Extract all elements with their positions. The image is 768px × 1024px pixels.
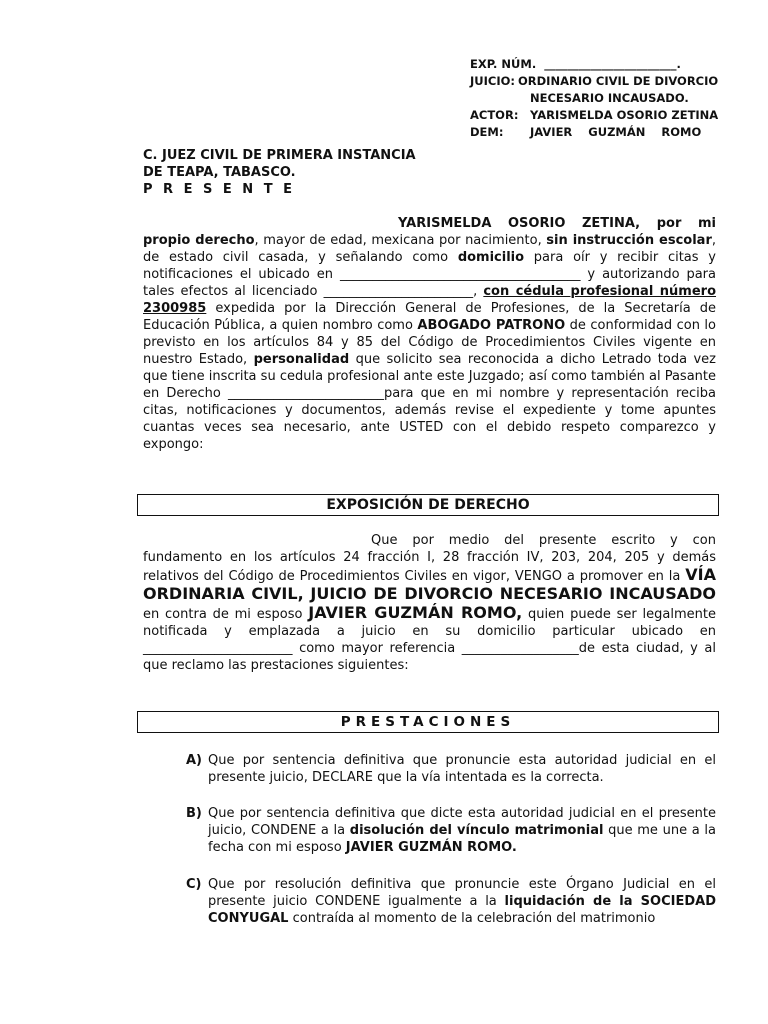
exposicion-text-a: Que por medio del presente escrito y con fundamento en los artículos 24 fracción I, 28 fracción IV, 203, 204, 205 y demás relativos del Código de Procedimientos Civiles en vigor, VENGO a promover en la [143,533,716,584]
exposicion-paragraph [143,532,716,674]
intro-bold2: sin instrucción escolar [546,233,712,248]
actor-row [470,107,720,124]
intro-bold5: personalidad [253,352,350,367]
dem-row [470,124,720,141]
intro-bold3: domicilio [457,250,525,265]
exp-label: EXP. NÚM. [470,57,537,71]
intro-text-f: que solicito sea reconocida a dicho Letrado toda vez que tiene inscrita su cedula profesional ante este Juzgado; así como también al Pasante en Derecho ________________________para que en mi nombre y representación reciba citas, notificaciones y documentos, además revise el expediente y tome apuntes cuantas veces sea necesario, ante USTED con el debido respeto comparezco y expongo: [143,352,716,452]
intro-text-d: expedida por la Dirección General de Profesiones, de la Secretaría de Educación Pública, a quien nombro como [143,301,716,333]
juicio-line1: ORDINARIO CIVIL DE DIVORCIO [518,74,719,88]
addressee-line2: DE TEAPA, TABASCO. [143,165,296,180]
exp-row [470,56,720,73]
prestacion-b-text-a: Que por sentencia definitiva que dicte esta autoridad judicial en el presente juicio, CONDENE a la [208,806,716,838]
prestacion-c-text-a: Que por resolución definitiva que pronuncie este Órgano Judicial en el presente juicio CONDENE igualmente a la [208,877,716,909]
prestacion-c [186,876,716,927]
section-title-prestaciones: PRESTACIONES [137,711,719,733]
juicio-label: JUICIO: [470,74,515,88]
section-title-exposicion: EXPOSICIÓN DE DERECHO [137,494,719,516]
juicio-row [470,73,720,90]
prestacion-b-bold: disolución del vínculo matrimonial [349,823,604,838]
addressee-block [143,147,416,198]
prestacion-c-text-b: contraída al momento de la celebración del matrimonio [288,911,656,926]
juicio-row2 [470,90,720,107]
dem-value: JAVIER GUZMÁN ROMO [530,125,702,139]
prestacion-b-bold2: JAVIER GUZMÁN ROMO. [345,840,517,855]
dem-label: DEM: [470,125,504,139]
exp-value: _______________________. [544,57,681,71]
juicio-line2: NECESARIO INCAUSADO. [530,91,689,105]
prestacion-letter: C) [186,877,202,892]
prestacion-letter: A) [186,753,203,768]
intro-paragraph [143,215,716,453]
prestacion-text [208,876,716,927]
exposicion-text-c: quien puede ser legalmente notificada y emplazada a juicio en su domicilio particular ubicado en _______________________ como mayor referencia __________________de esta ciudad, y al que reclamo las prestaciones siguientes: [143,607,716,673]
prestacion-b-text-b: que me une a la fecha con mi esposo [208,823,716,855]
actor-label: ACTOR: [470,108,519,122]
intro-bold4: ABOGADO PATRONO [417,318,566,333]
prestacion-c-bold: liquidación de la SOCIEDAD CONYUGAL [208,894,716,926]
exposicion-text-b: en contra de mi esposo [143,607,309,622]
intro-text-c: para oír y recibir citas y notificaciones el ubicado en _____________________________________ y autorizando para tales efectos al licenciado _______________________, [143,250,716,299]
intro-bold1: YARISMELDA OSORIO ZETINA, por mi propio derecho [143,216,716,248]
addressee-line3: P R E S E N T E [143,182,295,197]
addressee-line1: C. JUEZ CIVIL DE PRIMERA INSTANCIA [143,148,416,163]
case-header [470,56,720,141]
prestacion-text [208,805,716,856]
actor-value: YARISMELDA OSORIO ZETINA [530,108,719,122]
intro-text-b: , de estado civil casada, y señalando como [143,233,716,265]
prestacion-a-text: Que por sentencia definitiva que pronuncie esta autoridad judicial en el presente juicio, DECLARE que la vía intentada es la correcta. [208,753,716,785]
prestacion-text [208,752,716,786]
intro-text-e: de conformidad con lo previsto en los artículos 84 y 85 del Código de Procedimientos Civiles vigente en nuestro Estado, [143,318,716,367]
prestacion-a [186,752,716,786]
exposicion-demandado: JAVIER GUZMÁN ROMO, [308,603,523,622]
exposicion-via: VÍA ORDINARIA CIVIL, JUICIO DE DIVORCIO NECESARIO INCAUSADO [143,565,716,603]
intro-cedula: con cédula profesional número 2300985 [143,284,717,316]
intro-text-a: , mayor de edad, mexicana por nacimiento, [254,233,547,248]
prestacion-b [186,805,716,856]
prestacion-letter: B) [186,806,202,821]
